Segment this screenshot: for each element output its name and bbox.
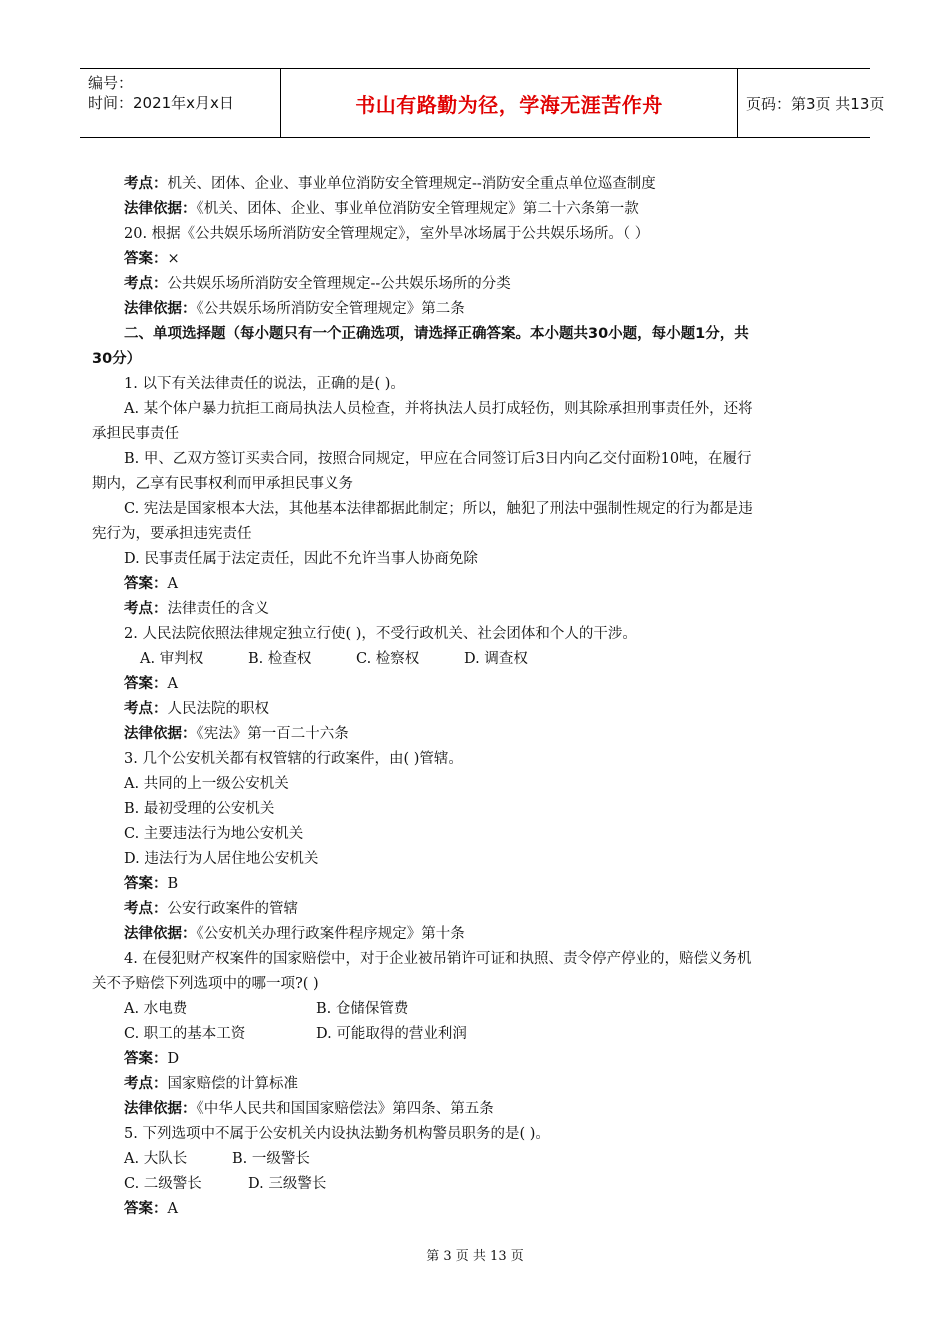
question-2-stem: 2. 人民法院依照法律规定独立行使( )，不受行政机关、社会团体和个人的干涉。 (124, 626, 637, 642)
exam-point-line: 考点：国家赔偿的计算标准 (124, 1076, 298, 1092)
question-20: 20. 根据《公共娱乐场所消防安全管理规定》，室外旱冰场属于公共娱乐场所。（ ） (124, 226, 650, 242)
doc-code-label: 编号： (88, 74, 134, 92)
page-footer: 第 3 页 共 13 页 (426, 1249, 524, 1264)
question-5-options-row2 (92, 1172, 860, 1197)
option-b-cont: 期内，乙享有民事权利而甲承担民事义务 (92, 476, 353, 492)
page-number-label: 页码：第3页 共13页 (746, 94, 885, 113)
legal-basis-line: 法律依据：《中华人民共和国国家赔偿法》第四条、第五条 (124, 1101, 494, 1117)
option-d: D. 调查权 (464, 651, 528, 667)
question-5-stem: 5. 下列选项中不属于公安机关内设执法勤务机构警员职务的是( )。 (124, 1126, 550, 1142)
option-d: D. 民事责任属于法定责任，因此不允许当事人协商免除 (124, 551, 478, 567)
exam-point-line: 考点：公安行政案件的管辖 (124, 901, 298, 917)
question-1-stem: 1. 以下有关法律责任的说法，正确的是( )。 (124, 376, 405, 392)
answer-line: 答案：A (124, 1201, 178, 1217)
exam-point-line: 考点：人民法院的职权 (124, 701, 269, 717)
option-c: C. 二级警长 (124, 1176, 202, 1192)
answer-line: 答案：D (124, 1051, 180, 1067)
option-a-cont: 承担民事责任 (92, 426, 179, 442)
option-d: D. 三级警长 (248, 1176, 327, 1192)
option-b: B. 甲、乙双方签订买卖合同，按照合同规定，甲应在合同签订后3日内向乙交付面粉10吨，在履行 (124, 451, 752, 467)
question-4-stem-cont: 关不予赔偿下列选项中的哪一项?( ) (92, 976, 319, 992)
exam-point-line: 考点：公共娱乐场所消防安全管理规定--公共娱乐场所的分类 (124, 276, 511, 292)
question-4-stem: 4. 在侵犯财产权案件的国家赔偿中，对于企业被吊销许可证和执照、责令停产停业的，赔偿义务机 (124, 951, 752, 967)
option-a: A. 共同的上一级公安机关 (124, 776, 289, 792)
question-4-options-row2 (92, 1022, 860, 1047)
answer-line: 答案：A (124, 576, 178, 592)
option-c: C. 主要违法行为地公安机关 (124, 826, 304, 842)
question-4-options-row1 (92, 997, 860, 1022)
option-b: B. 最初受理的公安机关 (124, 801, 275, 817)
exam-point-line: 考点：法律责任的含义 (124, 601, 269, 617)
header-meta-cell (80, 69, 281, 137)
motto-text: 书山有路勤为径，学海无涯苦作舟 (355, 92, 663, 117)
option-c-cont: 宪行为，要承担违宪责任 (92, 526, 252, 542)
answer-line: 答案：A (124, 676, 178, 692)
legal-basis-line: 法律依据：《公安机关办理行政案件程序规定》第十条 (124, 926, 465, 942)
doc-time-label: 时间：2021年x月x日 (88, 94, 234, 112)
header-motto-cell (281, 69, 738, 137)
option-b: B. 仓储保管费 (316, 1001, 409, 1017)
document-body (92, 172, 860, 1222)
option-c: C. 检察权 (356, 651, 420, 667)
option-a: A. 审判权 (140, 651, 204, 667)
legal-basis-line: 法律依据：《公共娱乐场所消防安全管理规定》第二条 (124, 301, 465, 317)
option-a: A. 水电费 (124, 1001, 188, 1017)
section-heading-cont: 30分） (92, 351, 142, 367)
option-d: D. 违法行为人居住地公安机关 (124, 851, 319, 867)
option-b: B. 检查权 (248, 651, 312, 667)
legal-basis-line: 法律依据：《宪法》第一百二十六条 (124, 726, 349, 742)
header-table (80, 68, 885, 138)
answer-line: 答案：× (124, 251, 180, 267)
legal-basis-line: 法律依据：《机关、团体、企业、事业单位消防安全管理规定》第二十六条第一款 (124, 201, 639, 217)
answer-line: 答案：B (124, 876, 179, 892)
option-a: A. 大队长 (124, 1151, 188, 1167)
option-c: C. 职工的基本工资 (124, 1026, 246, 1042)
option-c: C. 宪法是国家根本大法，其他基本法律都据此制定；所以，触犯了刑法中强制性规定的行为都是违 (124, 501, 753, 517)
exam-point-line: 考点：机关、团体、企业、事业单位消防安全管理规定--消防安全重点单位巡查制度 (124, 176, 656, 192)
question-2-options (92, 647, 860, 672)
question-5-options-row1 (92, 1147, 860, 1172)
question-3-stem: 3. 几个公安机关都有权管辖的行政案件，由( )管辖。 (124, 751, 463, 767)
option-d: D. 可能取得的营业利润 (316, 1026, 467, 1042)
section-heading: 二、单项选择题（每小题只有一个正确选项，请选择正确答案。本小题共30小题，每小题1分，共 (124, 326, 749, 342)
option-a: A. 某个体户暴力抗拒工商局执法人员检查，并将执法人员打成轻伤，则其除承担刑事责任外，还将 (124, 401, 753, 417)
option-b: B. 一级警长 (232, 1151, 310, 1167)
